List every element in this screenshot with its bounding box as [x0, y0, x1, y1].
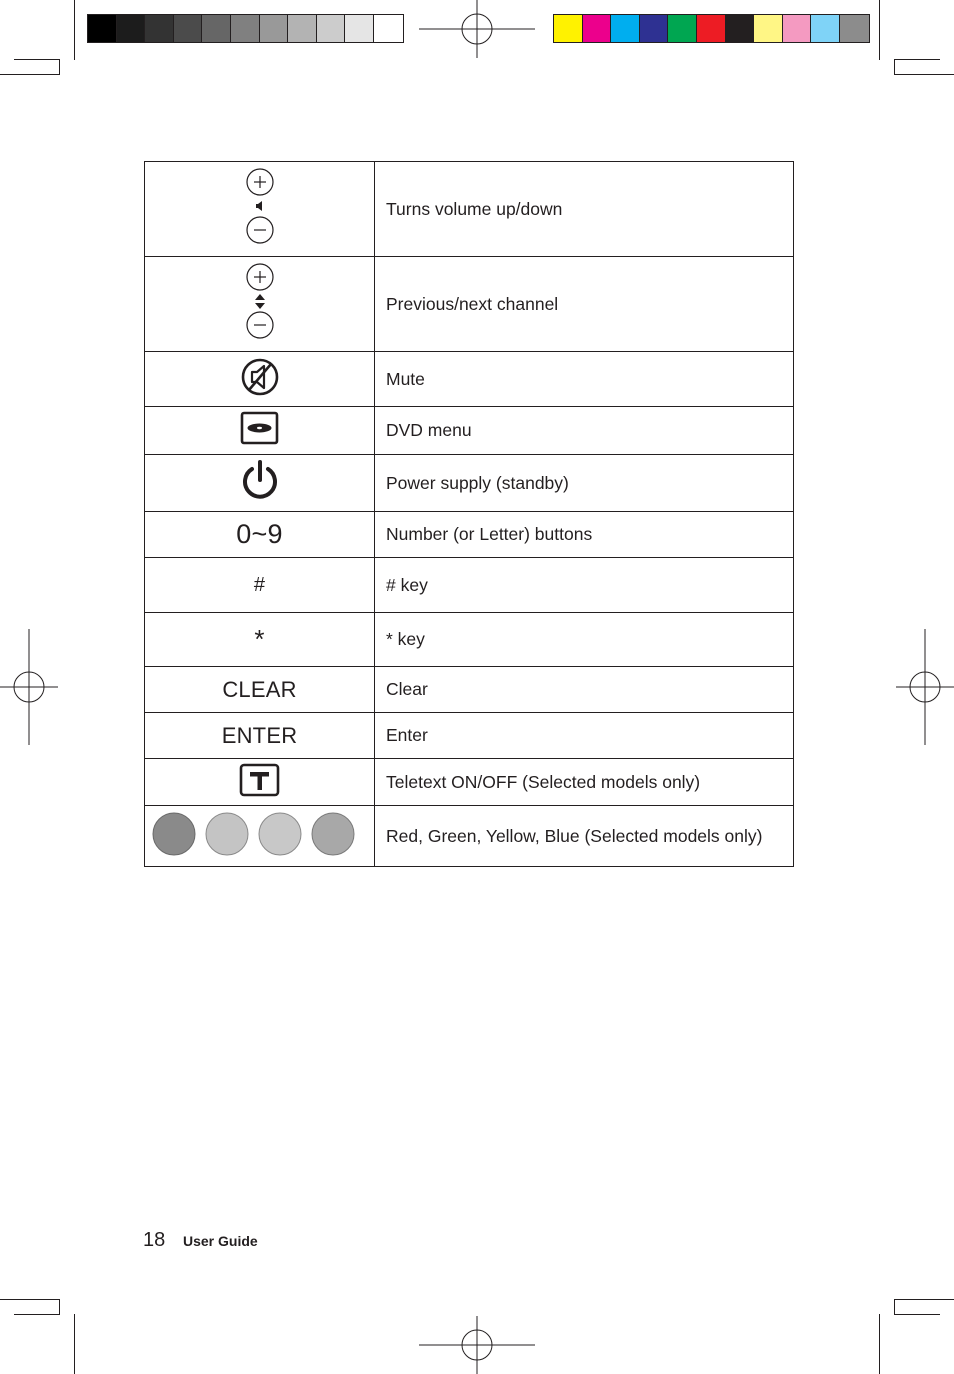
registration-mark-bottom: [419, 1316, 535, 1374]
key-description: Previous/next channel: [375, 257, 794, 352]
color-buttons-icon: [150, 810, 370, 858]
color-swatch: [174, 15, 203, 42]
crop-mark: [74, 1314, 75, 1374]
crop-mark: [0, 74, 60, 75]
key-icon-cell: [145, 806, 375, 867]
key-icon-cell: [145, 455, 375, 512]
crop-mark: [894, 1299, 895, 1315]
color-swatch: [640, 15, 669, 42]
color-swatch: [668, 15, 697, 42]
color-swatch: [202, 15, 231, 42]
crop-mark: [14, 59, 60, 60]
crop-mark: [74, 0, 75, 60]
key-description: DVD menu: [375, 407, 794, 455]
table-row: [145, 407, 794, 455]
key-icon-cell: [145, 613, 375, 667]
key-description: Mute: [375, 352, 794, 407]
color-swatch: [345, 15, 374, 42]
color-swatch: [840, 15, 869, 42]
table-row: [145, 667, 794, 713]
color-bar: [553, 14, 870, 43]
remote-keys-table: [144, 161, 794, 867]
color-swatch: [288, 15, 317, 42]
crop-mark: [14, 1314, 60, 1315]
color-swatch: [231, 15, 260, 42]
color-swatch: [611, 15, 640, 42]
color-swatch: [783, 15, 812, 42]
crop-mark: [59, 59, 60, 75]
footer-title: User Guide: [183, 1233, 258, 1249]
crop-mark: [59, 1299, 60, 1315]
grayscale-bar: [87, 14, 404, 43]
key-description: Power supply (standby): [375, 455, 794, 512]
color-swatch: [260, 15, 289, 42]
table-row: [145, 162, 794, 257]
key-icon-cell: [145, 759, 375, 806]
teletext-icon: [239, 763, 281, 797]
color-swatch: [583, 15, 612, 42]
color-swatch: [88, 15, 117, 42]
clear-key-label: CLEAR: [222, 676, 297, 702]
key-icon-cell: [145, 713, 375, 759]
star-key-label: *: [254, 624, 265, 654]
table-row: [145, 713, 794, 759]
table-row: [145, 759, 794, 806]
table-row: [145, 352, 794, 407]
table-row: [145, 512, 794, 558]
power-icon: [239, 459, 281, 503]
key-description: * key: [375, 613, 794, 667]
hash-key-label: #: [253, 573, 266, 596]
key-description: Clear: [375, 667, 794, 713]
dvd-menu-icon: [240, 411, 280, 445]
key-description: Teletext ON/OFF (Selected models only): [375, 759, 794, 806]
crop-mark: [894, 1299, 954, 1300]
key-description: Enter: [375, 713, 794, 759]
key-description: # key: [375, 558, 794, 613]
key-description: Number (or Letter) buttons: [375, 512, 794, 558]
key-icon-cell: [145, 257, 375, 352]
number-keys-label: 0~9: [236, 519, 283, 549]
crop-mark: [894, 74, 954, 75]
registration-mark-left: [0, 629, 58, 745]
color-swatch: [754, 15, 783, 42]
crop-mark: [894, 1314, 940, 1315]
crop-mark: [879, 1314, 880, 1374]
key-description: Red, Green, Yellow, Blue (Selected models only): [375, 806, 794, 867]
channel-up-down-icon: [240, 259, 280, 345]
color-swatch: [117, 15, 146, 42]
key-icon-cell: [145, 667, 375, 713]
key-icon-cell: [145, 512, 375, 558]
registration-mark-top: [419, 0, 535, 58]
crop-mark: [0, 1299, 60, 1300]
page-number: 18: [143, 1229, 166, 1251]
key-icon-cell: [145, 407, 375, 455]
color-swatch: [811, 15, 840, 42]
crop-mark: [894, 59, 940, 60]
color-swatch: [145, 15, 174, 42]
color-swatch: [726, 15, 755, 42]
color-swatch: [554, 15, 583, 42]
color-swatch: [697, 15, 726, 42]
key-icon-cell: [145, 558, 375, 613]
table-row: [145, 613, 794, 667]
key-icon-cell: [145, 352, 375, 407]
table-row: [145, 257, 794, 352]
registration-mark-right: [896, 629, 954, 745]
color-swatch: [317, 15, 346, 42]
crop-mark: [894, 59, 895, 75]
color-swatch: [374, 15, 403, 42]
mute-icon: [240, 357, 280, 397]
key-icon-cell: [145, 162, 375, 257]
volume-up-down-icon: [240, 164, 280, 250]
table-row: [145, 806, 794, 867]
table-row: [145, 455, 794, 512]
table-row: [145, 558, 794, 613]
key-description: Turns volume up/down: [375, 162, 794, 257]
enter-key-label: ENTER: [221, 722, 298, 748]
crop-mark: [879, 0, 880, 60]
